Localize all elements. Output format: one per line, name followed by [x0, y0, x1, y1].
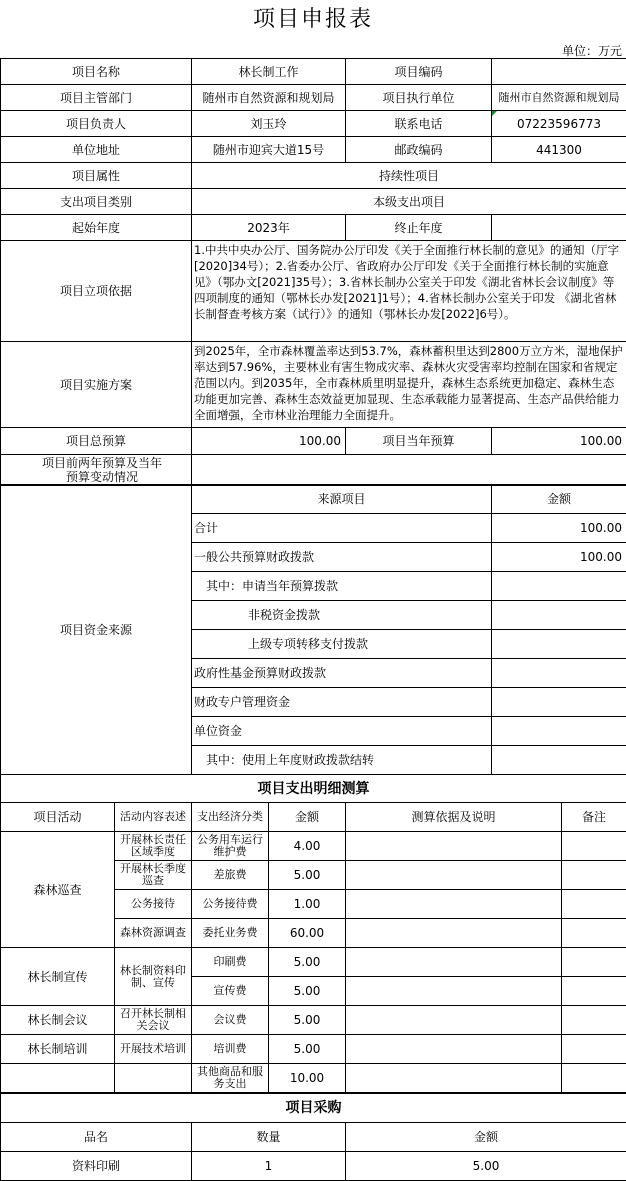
category-label: 支出项目类别 — [1, 189, 192, 215]
funding-row-name: 一般公共预算财政拨款 — [192, 543, 492, 572]
phone-value-text: 07223596773 — [517, 116, 601, 131]
plan-value: 到2025年，全市森林覆盖率达到53.7%，森林蓄积里达到2800万立方米，湿地保护率达到57.96%，主要林业有害生物成灾率、森林火灾受害率均控制在国家和省规定范围以内。到2035年，全市森林质里明显提升，森林生态系统更加稳定、森林生态功能更加完善、森林生态效益更加显现、生态承载能力显著提高、生态产品供给能力全面增强，全市林业治理能力全面提升。 — [192, 342, 626, 428]
expense-remark — [562, 977, 626, 1006]
funding-row-amount — [492, 746, 626, 775]
dept-label: 项目主管部门 — [1, 85, 192, 111]
funding-row-name: 财政专户管理资金 — [192, 688, 492, 717]
phone-value — [492, 111, 626, 137]
expense-amount: 5.00 — [269, 948, 346, 977]
activity-cell: 林长制会议 — [1, 1006, 115, 1035]
expense-basis — [346, 832, 562, 861]
expense-basis — [346, 977, 562, 1006]
zip-value: 441300 — [492, 137, 626, 163]
expense-remark — [562, 1006, 626, 1035]
expense-category: 公务接待费 — [192, 890, 269, 919]
activity-content: 森林资源调查 — [115, 919, 192, 948]
procurement-section-title: 项目采购 — [1, 1094, 626, 1123]
expense-basis — [346, 1035, 562, 1064]
expenditure-detail-table — [0, 774, 626, 1093]
activity-cell: 森林巡查 — [1, 832, 115, 948]
detail-header-content: 活动内容表述 — [115, 803, 192, 832]
funding-row-amount — [492, 659, 626, 688]
funding-row-amount: 100.00 — [492, 514, 626, 543]
expense-amount: 60.00 — [269, 919, 346, 948]
expense-category: 会议费 — [192, 1006, 269, 1035]
expense-amount: 4.00 — [269, 832, 346, 861]
expense-remark — [562, 1035, 626, 1064]
expense-remark — [562, 861, 626, 890]
plan-label: 项目实施方案 — [1, 342, 192, 428]
basis-label: 项目立项依据 — [1, 241, 192, 342]
detail-header-activity: 项目活动 — [1, 803, 115, 832]
attribute-value: 持续性项目 — [192, 163, 626, 189]
funding-header-source: 来源项目 — [192, 485, 492, 514]
procurement-header-name: 品名 — [1, 1123, 192, 1152]
address-label: 单位地址 — [1, 137, 192, 163]
address-value: 随州市迎宾大道15号 — [192, 137, 346, 163]
project-info-table — [0, 58, 626, 486]
owner-label: 项目负责人 — [1, 111, 192, 137]
project-code-label: 项目编码 — [346, 59, 492, 85]
expense-category: 印刷费 — [192, 948, 269, 977]
expense-basis — [346, 861, 562, 890]
category-value: 本级支出项目 — [192, 189, 626, 215]
start-year-label: 起始年度 — [1, 215, 192, 241]
activity-content: 开展林长季度巡查 — [115, 861, 192, 890]
expense-basis — [346, 890, 562, 919]
unit-label: 单位：万元 — [561, 44, 622, 58]
expense-amount: 1.00 — [269, 890, 346, 919]
funding-row-name: 政府性基金预算财政拨款 — [192, 659, 492, 688]
activity-content: 召开林长制相关会议 — [115, 1006, 192, 1035]
exec-unit-label: 项目执行单位 — [346, 85, 492, 111]
detail-header-remark: 备注 — [562, 803, 626, 832]
expense-category: 宣传费 — [192, 977, 269, 1006]
expense-amount: 5.00 — [269, 861, 346, 890]
start-year-value: 2023年 — [192, 215, 346, 241]
expense-remark — [562, 890, 626, 919]
funding-source-table — [0, 484, 626, 775]
funding-row-amount — [492, 601, 626, 630]
activity-content: 开展技术培训 — [115, 1035, 192, 1064]
expense-amount: 5.00 — [269, 977, 346, 1006]
expense-category: 其他商品和服务支出 — [192, 1064, 269, 1093]
expense-basis — [346, 1064, 562, 1093]
funding-row-amount — [492, 717, 626, 746]
zip-label: 邮政编码 — [346, 137, 492, 163]
activity-cell — [1, 1064, 115, 1093]
procurement-item-amount: 5.00 — [346, 1152, 626, 1181]
funding-row-name: 合计 — [192, 514, 492, 543]
activity-content: 开展林长责任区域季度 — [115, 832, 192, 861]
expense-remark — [562, 1064, 626, 1093]
procurement-header-amount: 金额 — [346, 1123, 626, 1152]
activity-content: 林长制资料印制、宣传 — [115, 948, 192, 1006]
funding-source-label: 项目资金来源 — [1, 485, 192, 775]
funding-row-amount — [492, 688, 626, 717]
expense-amount: 10.00 — [269, 1064, 346, 1093]
procurement-item-qty: 1 — [192, 1152, 346, 1181]
funding-header-amount: 金额 — [492, 485, 626, 514]
phone-label: 联系电话 — [346, 111, 492, 137]
funding-row-amount — [492, 630, 626, 659]
detail-header-basis: 测算依据及说明 — [346, 803, 562, 832]
expense-category: 培训费 — [192, 1035, 269, 1064]
funding-row-name: 单位资金 — [192, 717, 492, 746]
detail-section-title: 项目支出明细测算 — [1, 775, 626, 803]
funding-row-amount — [492, 572, 626, 601]
detail-header-amount: 金额 — [269, 803, 346, 832]
page-title: 项目申报表 — [252, 7, 373, 32]
project-name-label: 项目名称 — [1, 59, 192, 85]
attribute-label: 项目属性 — [1, 163, 192, 189]
expense-remark — [562, 948, 626, 977]
end-year-label: 终止年度 — [346, 215, 492, 241]
expense-remark — [562, 919, 626, 948]
project-name-value: 林长制工作 — [192, 59, 346, 85]
expense-remark — [562, 832, 626, 861]
expense-category: 差旅费 — [192, 861, 269, 890]
funding-row-name: 非税资金拨款 — [192, 601, 492, 630]
total-budget-value: 100.00 — [192, 428, 346, 455]
year-budget-value: 100.00 — [492, 428, 626, 455]
activity-cell: 林长制培训 — [1, 1035, 115, 1064]
basis-value: 1.中共中央办公厅、国务院办公厅印发《关于全面推行林长制的意见》的通知（厅字[2020]34号）；2.省委办公厅、省政府办公厅印发《关于全面推行林长制的实施意见》（鄂办文[2021]35号）；3.省林长制办公室关于印发《湖北省林长会议制度》等四项制度的通知（鄂林长办发[2021]1号）；4.省林长制办公室关于印发 《湖北省林长制督查考核方案（试行）》的通知（鄂林长办发[2022]6号）。 — [192, 241, 626, 342]
procurement-header-qty: 数量 — [192, 1123, 346, 1152]
budget-change-label: 项目前两年预算及当年预算变动情况 — [1, 455, 192, 486]
exec-unit-value: 随州市自然资源和规划局 — [492, 85, 626, 111]
budget-change-value — [192, 455, 626, 486]
funding-row-amount: 100.00 — [492, 543, 626, 572]
dept-value: 随州市自然资源和规划局 — [192, 85, 346, 111]
procurement-table — [0, 1093, 626, 1181]
project-code-value — [492, 59, 626, 85]
expense-category: 委托业务费 — [192, 919, 269, 948]
expense-amount: 5.00 — [269, 1035, 346, 1064]
funding-row-name: 其中：使用上年度财政拨款结转 — [192, 746, 492, 775]
end-year-value — [492, 215, 626, 241]
cell-comment-marker — [492, 111, 497, 116]
activity-cell: 林长制宣传 — [1, 948, 115, 1006]
activity-content: 公务接待 — [115, 890, 192, 919]
expense-basis — [346, 948, 562, 977]
funding-row-name: 上级专项转移支付拨款 — [192, 630, 492, 659]
total-budget-label: 项目总预算 — [1, 428, 192, 455]
activity-content — [115, 1064, 192, 1093]
year-budget-label: 项目当年预算 — [346, 428, 492, 455]
expense-basis — [346, 1006, 562, 1035]
expense-amount: 5.00 — [269, 1006, 346, 1035]
expense-category: 公务用车运行维护费 — [192, 832, 269, 861]
procurement-item-name: 资料印刷 — [1, 1152, 192, 1181]
detail-header-category: 支出经济分类 — [192, 803, 269, 832]
funding-row-name: 其中：申请当年预算拨款 — [192, 572, 492, 601]
expense-basis — [346, 919, 562, 948]
owner-value: 刘玉玲 — [192, 111, 346, 137]
